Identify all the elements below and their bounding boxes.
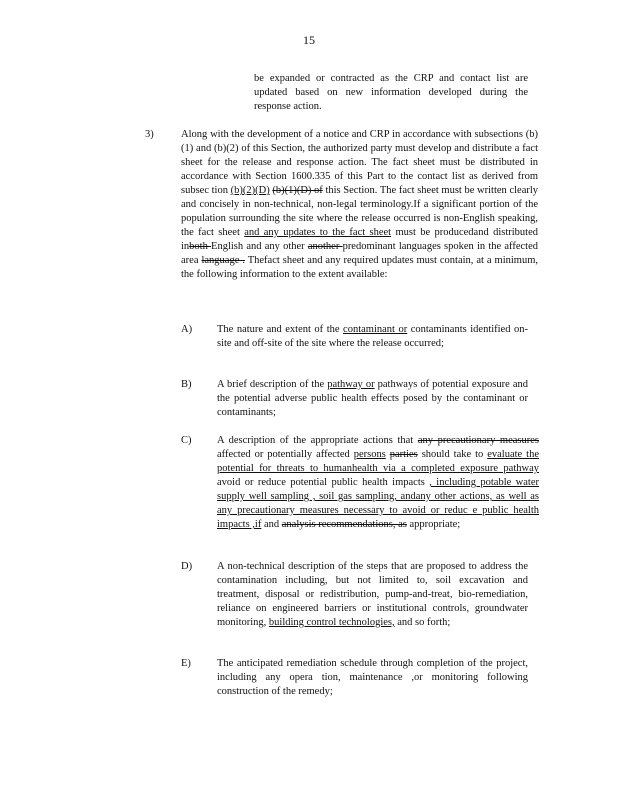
continuation-text: be expanded or contracted as the CRP and contact list are updated based on new information developed during the response action.: [254, 73, 528, 112]
inserted-subsection-ref: (b)(2)(D): [230, 185, 270, 196]
item-e-paragraph: The anticipated remediation schedule through completion of the project, including any opera tion, maintenance ,or monitoring following construction of the remedy;: [217, 658, 528, 697]
inserted-updates-text: and any updates to the fact sheet: [244, 227, 392, 238]
deleted-another: another: [307, 241, 343, 252]
item-a-paragraph: The nature and extent of the contaminant or contaminants identified on-site and off-site of the site where the release occurred;: [217, 324, 528, 349]
continuation-paragraph: [254, 72, 528, 114]
inserted-building-control: building control technologies,: [268, 617, 395, 628]
deleted-precautionary-measures: any precautionary measures: [417, 435, 540, 446]
deleted-both: both: [189, 241, 212, 252]
inserted-contaminant-or: contaminant or: [343, 324, 408, 335]
deleted-subsection-ref: (b)(1)(D) of: [272, 185, 323, 196]
inserted-pathway-or: pathway or: [327, 379, 375, 390]
item-3-label: 3): [145, 129, 154, 140]
item-3-paragraph: Along with the development of a notice and CRP in accordance with subsections (b)(1) and (b)(2) of this Section, the authorized party must develop and distribute a fact sheet for the release and response action. The fact sheet must be distributed in accordance with Section 1600.335 of this Part to the contact list as derived from subsec tion (b)(2)(D) (b)(1)(D) of this Section. The fact sheet must be written clearly and concisely in non-technical, non-legal terminology.If a significant portion of the population surrounding the site where the release occurred is non-English speaking, the fact sheet and any updates to the fact sheet must be producedand distributed inboth English and any other another predominant languages spoken in the affected area language . Thefact sheet and any required updates must contain, at a minimum, the following information to the extent available:: [181, 129, 539, 280]
item-c-paragraph: A description of the appropriate actions that any precautionary measures affected or potentially affected persons parties should take to evaluate the potential for threats to humanhealth via a completed exposure pathway avoid or reduce potential public health impacts , including potable water supply well sampling , soil gas sampling, andany other actions, as well as any precautionary measures necessary to avoid or reduc e public health impacts ,if and analysis recommendations, as appropriate;: [217, 435, 540, 530]
inserted-persons: persons: [353, 449, 386, 460]
item-e-label: E): [181, 658, 191, 669]
item-b-paragraph: A brief description of the pathway or pathways of potential exposure and the potential adverse public health effects posed by the contaminant or contaminants;: [217, 379, 528, 418]
inserted-sampling-text: , including potable water supply well sampling , soil gas sampling, andany other actions, as well as any precautionary measures necessary to avoid or reduc e public health impacts ,if: [217, 477, 539, 530]
item-d-label: D): [181, 561, 193, 572]
item-c-label: C): [181, 435, 192, 446]
item-a-label: A): [181, 324, 193, 335]
item-3-text: Along with the development of a notice and CRP in accordance with subsections (b)(1) and (b)(2) of this Section, the authorized party must develop and distribute a fact sheet for the release and response action. The fact sheet must be distributed in accordance with Section 1600.335 of this Part to the contact list as derived from subsec tion: [181, 129, 538, 196]
deleted-analysis-text: analysis recommendations, as: [281, 519, 407, 530]
deleted-language: language .: [201, 255, 245, 266]
item-b-label: B): [181, 379, 192, 390]
item-d-paragraph: A non-technical description of the steps that are proposed to address the contamination including, but not limited to, soil excavation and treatment, disposal or redistribution, pump-and-treat, bio-remediation, reliance on engineered barriers or institutional controls, groundwater monitoring, building control technologies, and so forth;: [217, 561, 528, 628]
page-number: 15: [303, 33, 315, 47]
inserted-evaluate-text: evaluate the potential for threats to humanhealth via a completed exposure pathway: [217, 449, 539, 474]
deleted-parties: parties: [389, 449, 418, 460]
